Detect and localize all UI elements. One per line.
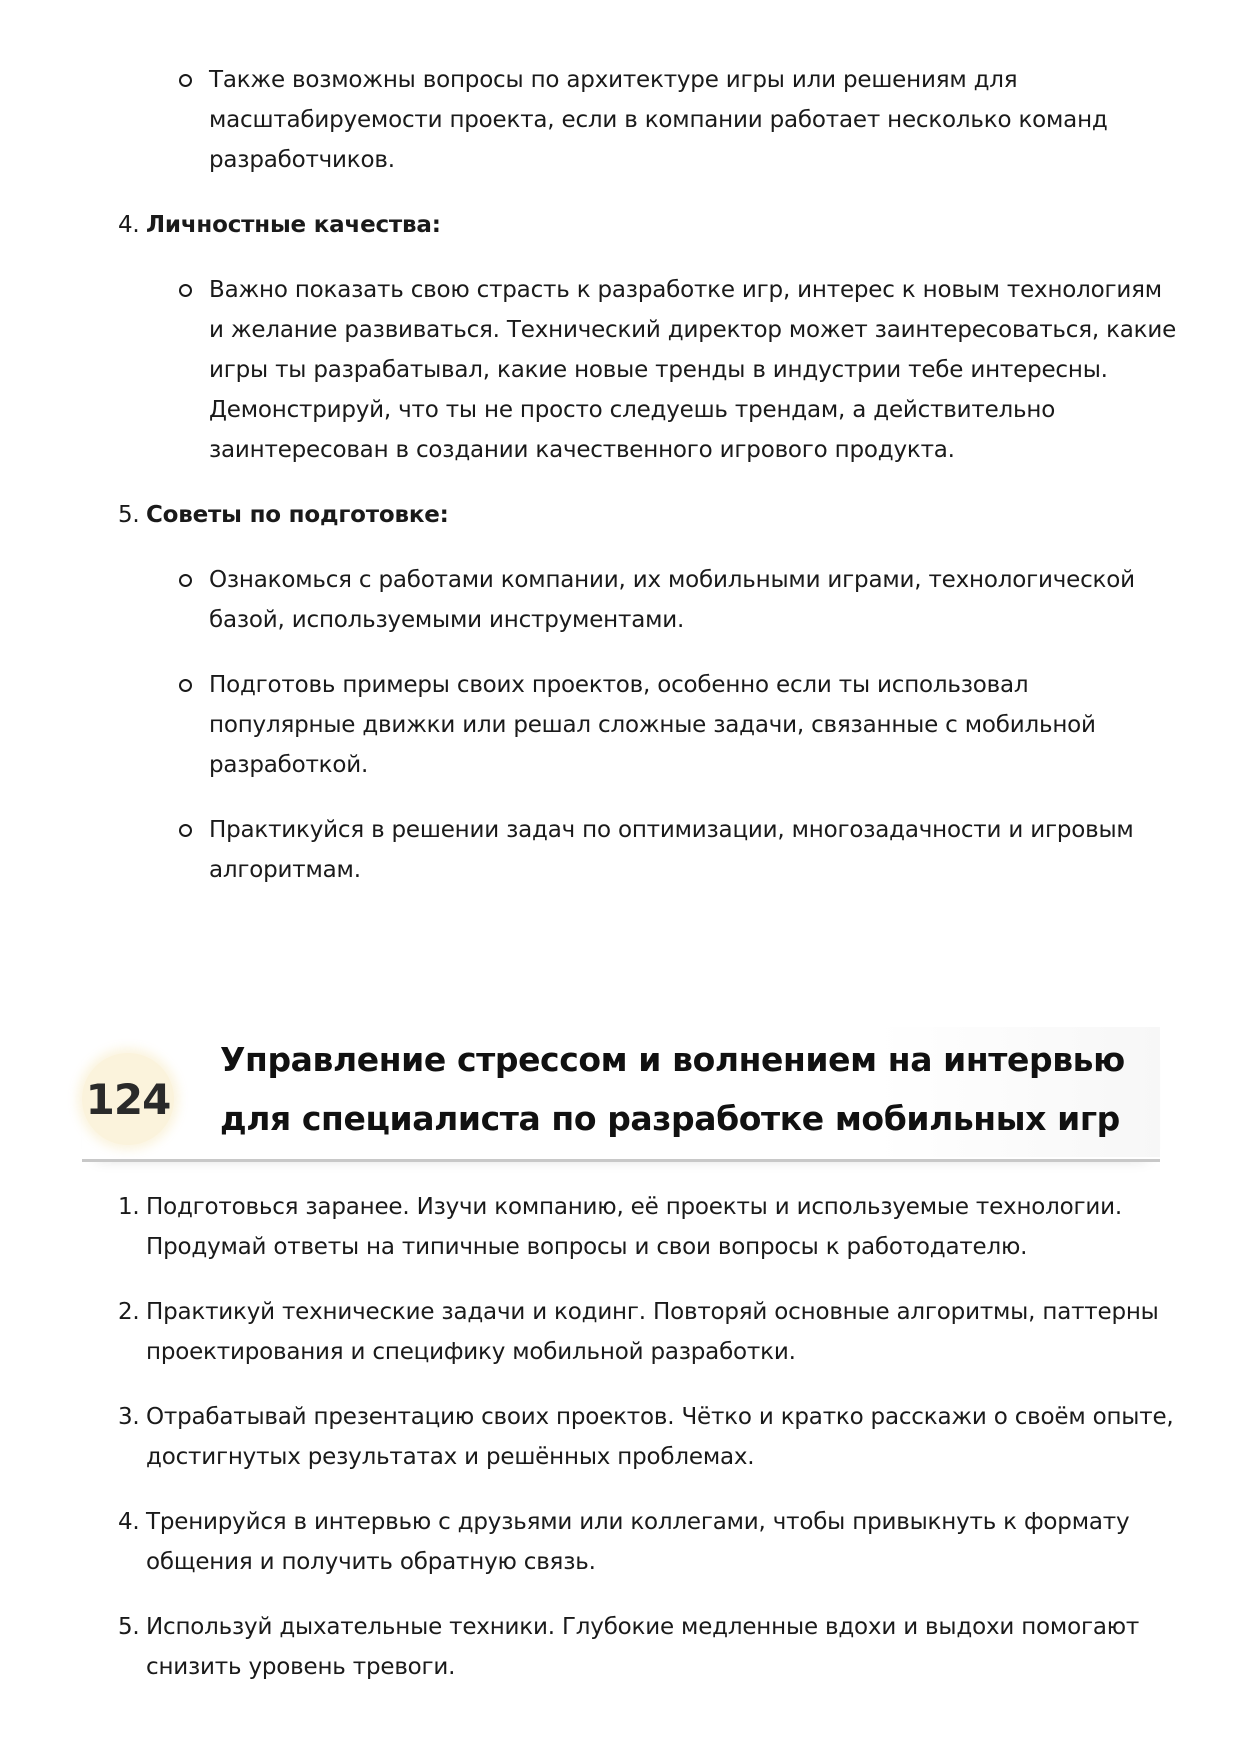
list-subitem (118, 270, 1178, 470)
list-subitem-text: Ознакомься с работами компании, их мобильными играми, технологической базой, используемыми инструментами. (209, 567, 1135, 633)
hollow-circle-bullet-icon (179, 679, 192, 692)
hollow-circle-bullet-icon (179, 824, 192, 837)
list-number: 2. (118, 1299, 140, 1325)
list-item-text: Отрабатывай презентацию своих проектов. Чётко и кратко расскажи о своём опыте, достигнутых результатах и решённых проблемах. (146, 1404, 1174, 1470)
numbered-item-title: Личностные качества: (146, 212, 441, 238)
hollow-circle-bullet-icon (179, 74, 192, 87)
list-item (118, 1292, 1178, 1372)
numbered-item (118, 205, 1178, 245)
section-header (82, 1027, 1160, 1162)
continued-list (118, 60, 1178, 915)
list-item-text: Используй дыхательные техники. Глубокие медленные вдохи и выдохи помогают снизить уровень тревоги. (146, 1614, 1140, 1680)
list-item (118, 1187, 1178, 1267)
list-number: 1. (118, 1194, 140, 1220)
list-item (118, 1502, 1178, 1582)
list-item-text: Тренируйся в интервью с друзьями или коллегами, чтобы привыкнуть к формату общения и получить обратную связь. (146, 1509, 1130, 1575)
list-number: 4. (118, 1509, 140, 1535)
hollow-circle-bullet-icon (179, 284, 192, 297)
list-subitem (118, 810, 1178, 890)
list-subitem (118, 560, 1178, 640)
list-item (118, 1397, 1178, 1477)
list-item-text: Подготовься заранее. Изучи компанию, её проекты и используемые технологии. Продумай ответы на типичные вопросы и свои вопросы к работодателю. (146, 1194, 1123, 1260)
section-title: Управление стрессом и волнением на интервью для специалиста по разработке мобильных игр (220, 1040, 1125, 1138)
list-item-text: Практикуй технические задачи и кодинг. Повторяй основные алгоритмы, паттерны проектирования и специфику мобильной разработки. (146, 1299, 1159, 1365)
list-subitem (118, 60, 1178, 180)
numbered-item (118, 495, 1178, 535)
list-subitem-text: Практикуйся в решении задач по оптимизации, многозадачности и игровым алгоритмам. (209, 817, 1134, 883)
list-subitem-text: Подготовь примеры своих проектов, особенно если ты использовал популярные движки или решал сложные задачи, связанные с мобильной разработкой. (209, 672, 1096, 778)
hollow-circle-bullet-icon (179, 574, 192, 587)
numbered-item-title: Советы по подготовке: (146, 502, 449, 528)
tips-list (118, 1187, 1178, 1712)
list-subitem-text: Важно показать свою страсть к разработке игр, интерес к новым технологиям и желание развиваться. Технический директор может заинтересоваться, какие игры ты разрабатывал, какие новые тренды в индустрии тебе интересны. Демонстрируй, что ты не просто следуешь трендам, а действительно заинтересован в создании качественного игрового продукта. (209, 277, 1177, 463)
list-item (118, 1607, 1178, 1687)
list-subitem (118, 665, 1178, 785)
list-subitem-text: Также возможны вопросы по архитектуре игры или решениям для масштабируемости проекта, если в компании работает несколько команд разработчиков. (209, 67, 1108, 173)
list-number: 3. (118, 1404, 140, 1430)
list-number: 5. (118, 502, 140, 528)
list-number: 4. (118, 212, 140, 238)
section-number: 124 (85, 1074, 171, 1124)
list-number: 5. (118, 1614, 140, 1640)
section-number-badge (82, 1053, 174, 1145)
